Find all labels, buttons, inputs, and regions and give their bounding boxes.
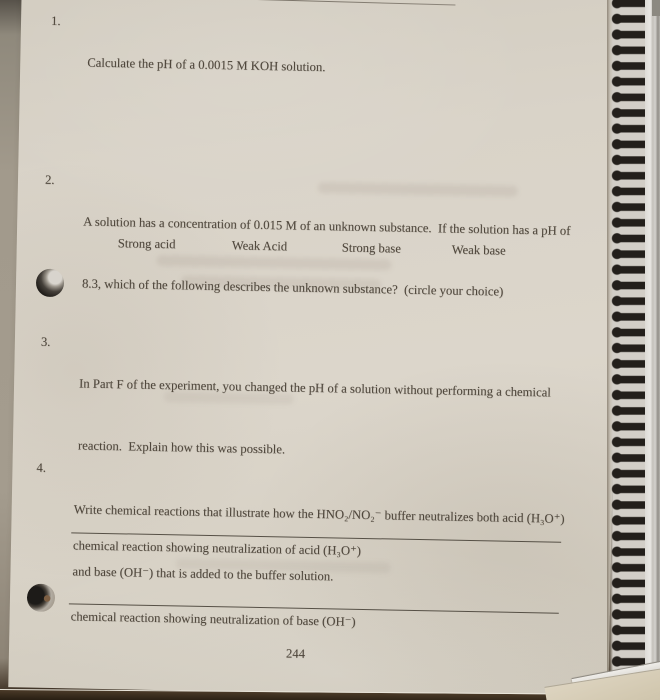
notebook-pages-edge: [645, 0, 660, 700]
worksheet-page: [8, 0, 621, 699]
page-top-edge-line: [123, 0, 456, 6]
question-4-number: 4.: [36, 460, 47, 475]
question-1-text: [86, 12, 326, 119]
question-3-line: In Part F of the experiment, you changed the pH of a solution without performing a chemical: [78, 376, 551, 400]
question-1-number: 1.: [50, 13, 61, 29]
hole-punch: [36, 269, 65, 298]
question-4-line: Write chemical reactions that illustrate how the HNO₂/NO₂⁻ buffer neutralizes both acid (H₃O⁺): [73, 502, 565, 526]
answer-label-base: chemical reaction showing neutralization of base (OH⁻): [70, 609, 356, 629]
question-2-line: A solution has a concentration of 0.015 M of an unknown substance. If the solution has a pH of: [83, 214, 571, 238]
choice-weak-base: Weak base: [451, 242, 506, 258]
question-2-number: 2.: [44, 172, 55, 187]
choice-weak-acid: Weak Acid: [231, 238, 288, 254]
comb-binding-teeth-heads: [609, 0, 626, 687]
choice-strong-base: Strong base: [341, 240, 402, 256]
question-4-line: and base (OH⁻) that is added to the buffer solution.: [72, 563, 334, 583]
question-3-line: reaction. Explain how this was possible.: [77, 437, 286, 456]
choice-strong-acid: Strong acid: [117, 236, 176, 252]
notebook-binding: [607, 0, 660, 700]
answer-label-acid: chemical reaction showing neutralization of acid (H₃O⁺): [72, 538, 362, 558]
question-1-line: Calculate the pH of a 0.0015 M KOH solution.: [87, 55, 326, 75]
notebook-edge-shadow: [652, 0, 660, 16]
hole-punch: [27, 584, 56, 613]
question-1: [21, 10, 621, 75]
question-3-number: 3.: [40, 334, 51, 349]
page-number: 244: [285, 646, 306, 661]
question-2-line: 8.3, which of the following describes the unknown substance? (circle your choice): [81, 276, 504, 299]
